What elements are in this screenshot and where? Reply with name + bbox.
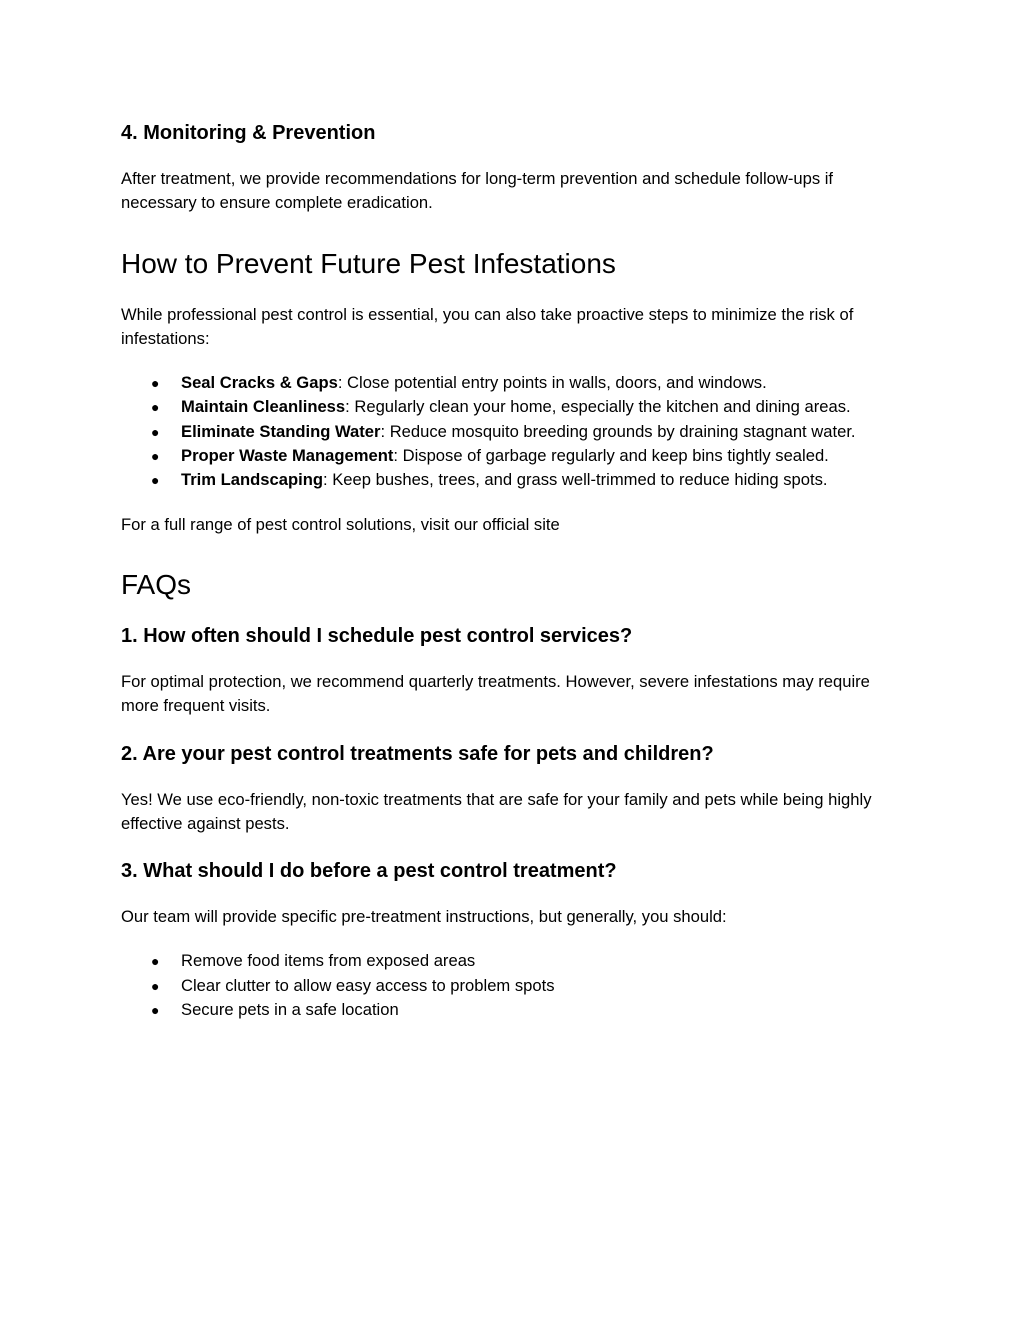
bullet-icon: ●	[151, 977, 160, 994]
document-page	[121, 0, 911, 1022]
prevent-intro: While professional pest control is essential, you can also take proactive steps to minimize the risk of infestations:	[121, 304, 854, 348]
list-item	[121, 371, 911, 395]
list-item-text: : Regularly clean your home, especially the kitchen and dining areas.	[345, 397, 851, 417]
bullet-icon: ●	[151, 472, 160, 489]
bullet-icon: ●	[151, 448, 160, 465]
list-item-text: : Close potential entry points in walls, doors, and windows.	[337, 373, 767, 393]
faq-answer-1: For optimal protection, we recommend quarterly treatments. However, severe infestations may require more frequent visits.	[121, 671, 870, 716]
list-item	[121, 998, 911, 1022]
faq-question-1: 1. How often should I schedule pest control services?	[121, 624, 633, 647]
faq-question-2: 2. Are your pest control treatments safe for pets and children?	[121, 742, 714, 765]
monitoring-heading: 4. Monitoring & Prevention	[121, 122, 376, 144]
faq-answer-2: Yes! We use eco-friendly, non-toxic treatments that are safe for your family and pets while being highly effective against pests.	[121, 789, 872, 833]
list-item	[121, 395, 911, 419]
bullet-icon: ●	[151, 953, 160, 970]
faq-question-3: 3. What should I do before a pest control treatment?	[121, 860, 617, 883]
list-item-text: Remove food items from exposed areas	[181, 951, 476, 971]
list-item-term: Seal Cracks & Gaps	[181, 373, 338, 393]
monitoring-body: After treatment, we provide recommendations for long-term prevention and schedule follow-ups if necessary to ensure complete eradication.	[121, 169, 834, 213]
list-item	[121, 444, 911, 468]
faqs-heading: FAQs	[121, 568, 192, 600]
list-item-term: Proper Waste Management	[181, 446, 394, 466]
list-item	[121, 420, 911, 444]
faq-answer-3: Our team will provide specific pre-treatment instructions, but generally, you should:	[121, 907, 727, 927]
list-item-term: Maintain Cleanliness	[181, 397, 346, 417]
list-item	[121, 468, 911, 492]
bullet-icon: ●	[151, 399, 160, 416]
list-item	[121, 949, 911, 973]
prevent-heading: How to Prevent Future Pest Infestations	[121, 247, 616, 279]
list-item	[121, 974, 911, 998]
bullet-icon: ●	[151, 375, 160, 392]
list-item-term: Eliminate Standing Water	[181, 421, 381, 441]
prevent-outro: For a full range of pest control solutions, visit our official site	[121, 514, 560, 534]
list-item-text: : Dispose of garbage regularly and keep bins tightly sealed.	[393, 446, 829, 466]
list-item-text: Secure pets in a safe location	[181, 1000, 399, 1020]
bullet-icon: ●	[151, 1002, 160, 1019]
list-item-text: : Keep bushes, trees, and grass well-trimmed to reduce hiding spots.	[323, 470, 828, 490]
list-item-text: Clear clutter to allow easy access to problem spots	[181, 975, 555, 995]
bullet-icon: ●	[151, 423, 160, 440]
pre-treatment-list	[121, 949, 911, 1022]
list-item-term: Trim Landscaping	[181, 470, 323, 490]
list-item-text: : Reduce mosquito breeding grounds by draining stagnant water.	[380, 421, 856, 441]
prevent-list	[121, 371, 911, 492]
